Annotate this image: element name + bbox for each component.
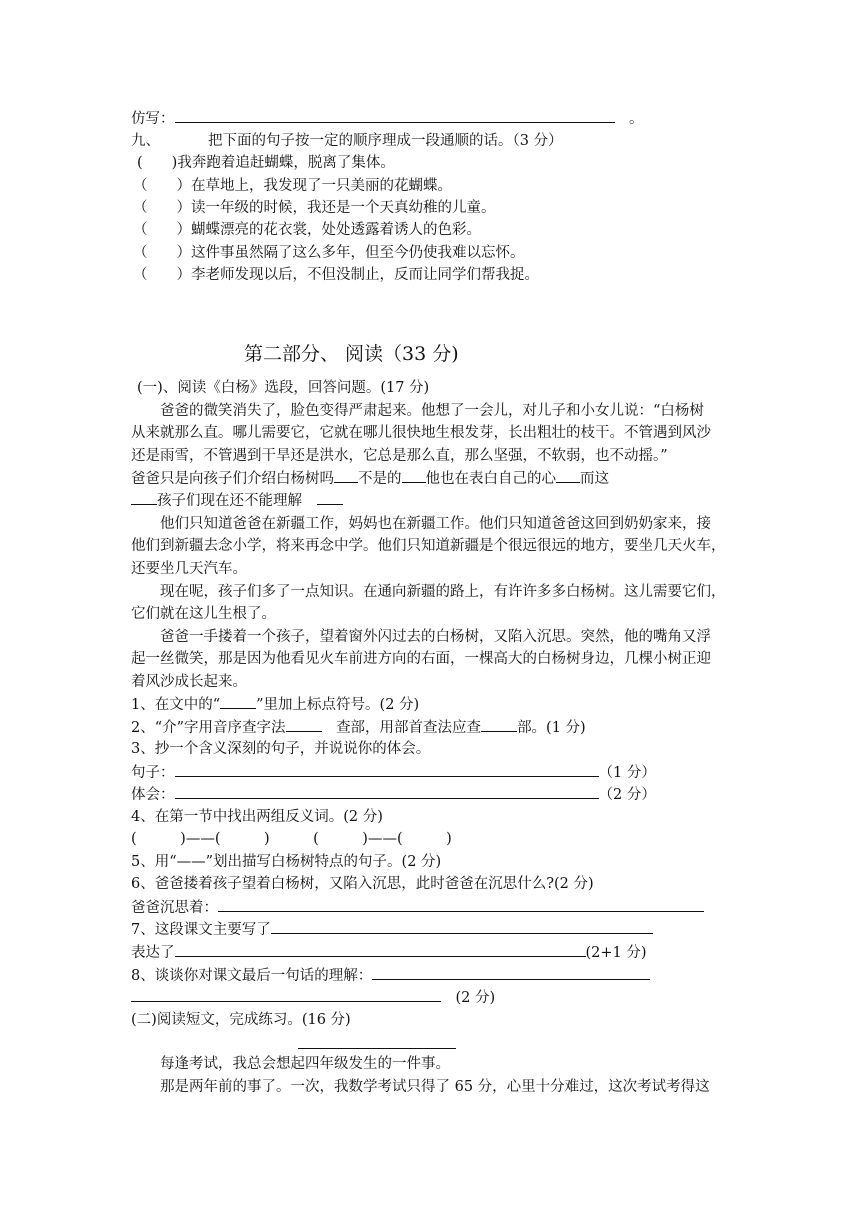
s1-fill-line2 xyxy=(131,490,343,511)
imitation-end: 。 xyxy=(629,111,644,127)
q8-score: (2 分) xyxy=(455,990,496,1006)
q7-text-b: 表达了 xyxy=(131,945,175,961)
question-7 xyxy=(131,919,653,940)
part2-title: 第二部分、 阅读（33 分) xyxy=(244,343,459,365)
q9-header xyxy=(131,131,563,151)
s1-fill-line1 xyxy=(131,468,609,489)
q8-continue-line xyxy=(131,987,495,1008)
q9-item-5: （ ）这件事虽然隔了这么多年，但至今仍使我难以忘怀。 xyxy=(133,245,525,261)
punct-blank-5[interactable] xyxy=(317,490,343,505)
s1-para4-line1: 爸爸一手搂着一个孩子，望着窗外闪过去的白杨树，又陷入沉思。突然，他的嘴角又浮 xyxy=(160,629,711,645)
fill-text-a: 爸爸只是向孩子们介绍白杨树吗 xyxy=(131,471,334,487)
q2-text-a: 2、“介”字用音序查字法 xyxy=(131,720,286,736)
s1-para1-line3: 还是雨雪，不管遇到干旱还是洪水，它总是那么直，那么坚强，不软弱，也不动摇。” xyxy=(131,448,668,464)
q8-blank-2[interactable] xyxy=(131,987,441,1002)
section2-heading: (二)阅读短文，完成练习。(16 分) xyxy=(131,1012,351,1028)
question-8 xyxy=(131,965,650,986)
fill-text-d: 而这 xyxy=(580,471,609,487)
s1-para1-line1: 爸爸的微笑消失了，脸色变得严肃起来。他想了一会儿，对儿子和小女儿说：“白杨树 xyxy=(160,403,704,419)
q2-text-b: 查部，用部首查法应查 xyxy=(336,720,482,736)
imitation-line xyxy=(131,108,644,129)
fill-text-e: 孩子们现在还不能理解 xyxy=(157,493,302,509)
q1-blank[interactable] xyxy=(220,694,256,709)
s1-para2-line2: 他们到新疆去念小学，将来再念中学。他们只知道新疆是个很远很远的地方，要坐几天火车， xyxy=(131,538,726,554)
fill-text-b: 不是的 xyxy=(358,471,402,487)
q6-blank[interactable] xyxy=(218,897,704,912)
fill-text-c: 他也在表白自己的心 xyxy=(425,471,556,487)
q9-item-6: （ ）李老师发现以后，不但没制止，反而让同学们帮我捉。 xyxy=(133,267,539,283)
question-5: 5、用“——”划出描写白杨树特点的句子。(2 分) xyxy=(131,854,442,870)
q6-label: 爸爸沉思着： xyxy=(131,900,218,916)
s1-para4-line3: 着风沙成长起来。 xyxy=(131,674,247,690)
punct-blank-1[interactable] xyxy=(334,468,358,483)
s2-para1: 每逢考试，我总会想起四年级发生的一件事。 xyxy=(160,1056,450,1072)
q2-blank-1[interactable] xyxy=(286,717,322,732)
q4-antonym-pairs: ( )——( ) ( )——( ) xyxy=(131,831,452,847)
section2-title-blank[interactable] xyxy=(298,1048,456,1049)
q1-text-a: 1、在文中的“ xyxy=(131,697,221,713)
q9-number: 九、 xyxy=(131,133,160,149)
q9-item-2: （ ）在草地上，我发现了一只美丽的花蝴蝶。 xyxy=(133,178,452,194)
question-4: 4、在第一节中找出两组反义词。(2 分) xyxy=(131,809,383,825)
section1-heading: (一)、阅读《白杨》选段，回答问题。(17 分) xyxy=(137,380,430,396)
question-3: 3、抄一个含义深刻的句子，并说说你的体会。 xyxy=(131,741,431,757)
q7-blank-1[interactable] xyxy=(271,919,653,934)
q3-sentence-blank[interactable] xyxy=(175,762,599,777)
q9-item-1: ( )我奔跑着追赶蝴蝶，脱离了集体。 xyxy=(137,155,395,171)
q2-blank-2[interactable] xyxy=(481,717,517,732)
q7-blank-2[interactable] xyxy=(175,942,586,957)
q3-sentence-score: （1 分） xyxy=(598,765,656,781)
q7-score: (2+1 分) xyxy=(585,945,647,961)
q3-sentence-label: 句子： xyxy=(131,765,175,781)
q8-blank-1[interactable] xyxy=(372,965,650,980)
question-6: 6、爸爸搂着孩子望着白杨树，又陷入沉思，此时爸爸在沉思什么?(2 分) xyxy=(131,876,594,892)
question-1 xyxy=(131,694,419,715)
q9-item-3: （ ）读一年级的时候，我还是一个天真幼稚的儿童。 xyxy=(133,200,496,216)
punct-blank-3[interactable] xyxy=(556,468,580,483)
q3-feel-line xyxy=(131,784,656,805)
q6-answer-line xyxy=(131,897,704,918)
s1-para3-line1: 现在呢，孩子们多了一点知识。在通向新疆的路上，有许许多多白杨树。这儿需要它们， xyxy=(160,584,726,600)
q3-feel-label: 体会： xyxy=(131,787,175,803)
s1-para4-line2: 起一丝微笑，那是因为他看见火车前进方向的右面，一棵高大的白杨树身边，几棵小树正迎 xyxy=(131,651,711,667)
q9-item-4: （ ）蝴蝶漂亮的花衣裳，处处透露着诱人的色彩。 xyxy=(133,222,481,238)
punct-blank-2[interactable] xyxy=(402,468,426,483)
q3-sentence-line xyxy=(131,762,656,783)
imitation-blank[interactable] xyxy=(175,108,615,123)
q1-text-b: ”里加上标点符号。(2 分) xyxy=(256,697,420,713)
q7-text: 7、这段课文主要写了 xyxy=(131,922,271,938)
punct-blank-4[interactable] xyxy=(131,490,157,505)
q3-feel-score: （2 分） xyxy=(598,787,656,803)
s1-para2-line3: 还要坐几天汽车。 xyxy=(131,561,247,577)
q3-feel-blank[interactable] xyxy=(175,784,599,799)
s1-para2-line1: 他们只知道爸爸在新疆工作，妈妈也在新疆工作。他们只知道爸爸这回到奶奶家来，接 xyxy=(160,516,711,532)
q9-instruction: 把下面的句子按一定的顺序理成一段通顺的话。（3 分） xyxy=(208,133,563,149)
imitation-label: 仿写： xyxy=(131,111,175,127)
q7-express-line xyxy=(131,942,647,963)
s2-para2: 那是两年前的事了。一次，我数学考试只得了 65 分，心里十分难过，这次考试考得这 xyxy=(160,1079,710,1095)
q2-text-c: 部。(1 分) xyxy=(517,720,586,736)
question-2 xyxy=(131,717,586,738)
s1-para1-line2: 从来就那么直。哪儿需要它，它就在哪儿很快地生根发芽，长出粗壮的枝干。不管遇到风沙 xyxy=(131,425,711,441)
s1-para3-line2: 它们就在这儿生根了。 xyxy=(131,606,276,622)
q8-text: 8、谈谈你对课文最后一句话的理解： xyxy=(131,968,373,984)
